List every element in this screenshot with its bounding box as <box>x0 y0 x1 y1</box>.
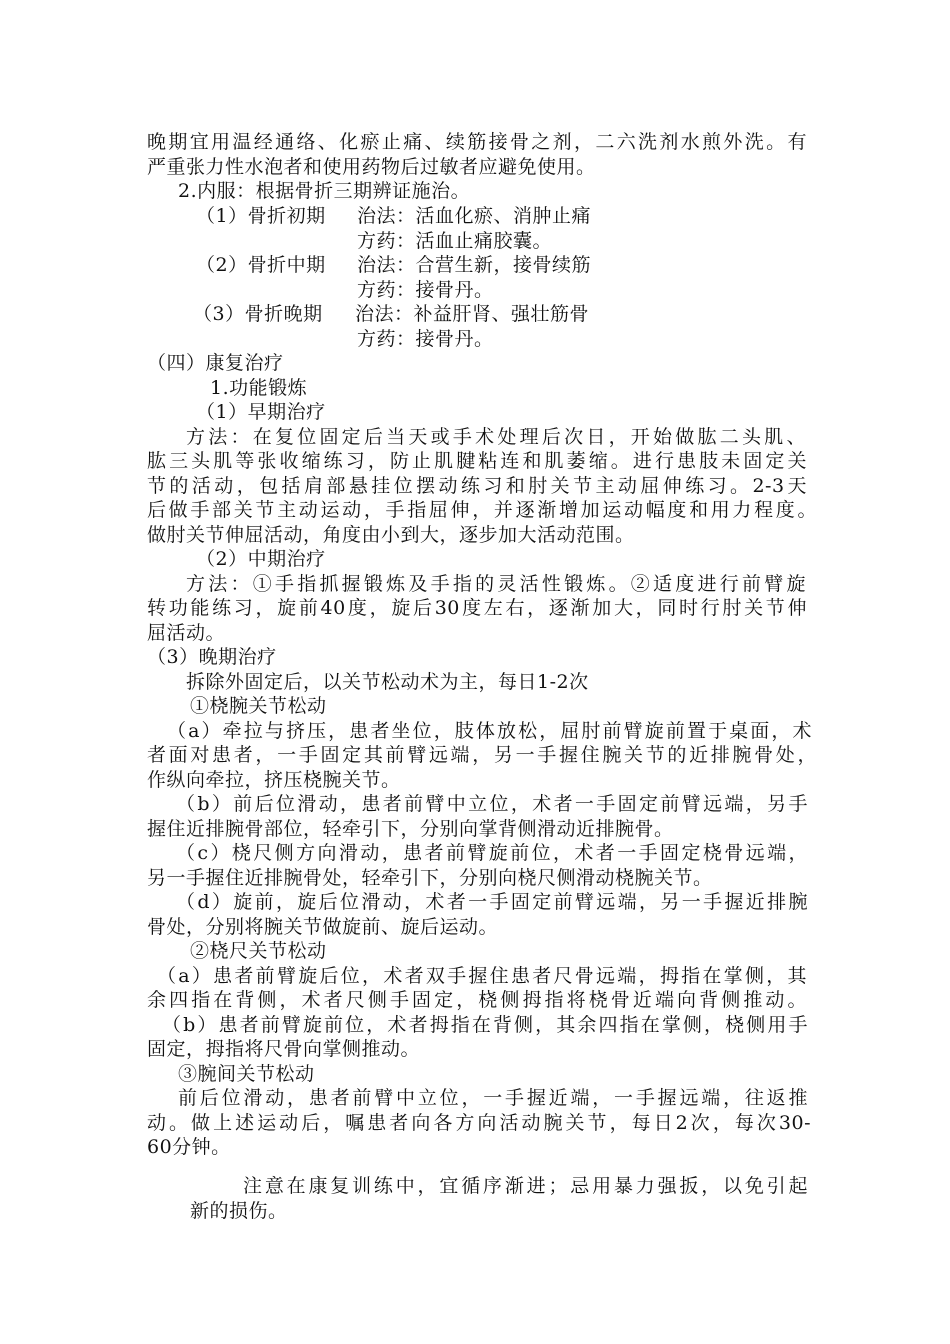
paragraph-line: （b）患者前臂旋前位，术者拇指在背侧，其余四指在掌侧，桡侧用手 <box>162 1014 808 1036</box>
paragraph-line: 屈活动。 <box>147 622 226 644</box>
paragraph-line: 另一手握住近排腕骨处，轻牵引下，分别向桡尺侧滑动桡腕关节。 <box>147 867 713 889</box>
stage-label: （2）骨折中期 <box>196 254 326 276</box>
paragraph-line: 者面对患者，一手固定其前臂远端，另一手握住腕关节的近排腕骨处， <box>147 744 817 766</box>
paragraph-line: 作纵向牵拉，挤压桡腕关节。 <box>147 769 401 791</box>
item-heading: 2.内服：根据骨折三期辨证施治。 <box>178 180 471 202</box>
paragraph-line: 肱三头肌等张收缩练习，防止肌腱粘连和肌萎缩。进行患肢未固定关 <box>147 450 807 472</box>
paragraph-line: 严重张力性水泡者和使用药物后过敏者应避免使用。 <box>147 156 596 178</box>
paragraph-line: 动。做上述运动后，嘱患者向各方向活动腕关节，每日2次，每次30- <box>147 1112 811 1134</box>
treatment-method: 治法：活血化瘀、消肿止痛 <box>357 205 592 227</box>
prescription: 方药：活血止痛胶囊。 <box>357 230 553 252</box>
paragraph-line: 60分钟。 <box>147 1136 231 1158</box>
technique-heading: ②桡尺关节松动 <box>190 940 327 962</box>
paragraph-line: （c）桡尺侧方向滑动，患者前臂旋前位，术者一手固定桡骨远端， <box>176 842 808 864</box>
paragraph-line: 固定，拇指将尺骨向掌侧推动。 <box>147 1038 421 1060</box>
subsection-heading: 1.功能锻炼 <box>210 377 308 399</box>
section-heading: （四）康复治疗 <box>147 352 284 374</box>
prescription: 方药：接骨丹。 <box>357 328 494 350</box>
treatment-method: 治法：补益肝肾、强壮筋骨 <box>355 303 590 325</box>
paragraph-line: 余四指在背侧，术者尺侧手固定，桡侧拇指将桡骨近端向背侧推动。 <box>147 989 807 1011</box>
paragraph-line: （a）牵拉与挤压，患者坐位，肢体放松，屈肘前臂旋前置于桌面，术 <box>167 720 812 742</box>
note-line: 注意在康复训练中，宜循序渐进；忌用暴力强扳，以免引起 <box>243 1175 808 1197</box>
paragraph-line: （d）旋前，旋后位滑动，术者一手固定前臂远端，另一手握近排腕 <box>176 891 808 913</box>
stage-label: （3）骨折晚期 <box>193 303 323 325</box>
paragraph-line: 节的活动，包括肩部悬挂位摆动练习和肘关节主动屈伸练习。2-3天 <box>147 475 807 497</box>
paragraph-line: 做肘关节伸屈活动，角度由小到大，逐步加大活动范围。 <box>147 524 635 546</box>
paragraph-line: （b）前后位滑动，患者前臂中立位，术者一手固定前臂远端，另手 <box>176 793 808 815</box>
technique-heading: ③腕间关节松动 <box>178 1063 315 1085</box>
paragraph-line: 方法：①手指抓握锻炼及手指的灵活性锻炼。②适度进行前臂旋 <box>186 573 806 595</box>
subsection-heading: （1）早期治疗 <box>196 401 326 423</box>
paragraph-line: （a）患者前臂旋后位，术者双手握住患者尺骨远端，拇指在掌侧，其 <box>157 965 807 987</box>
subsection-heading: （3）晚期治疗 <box>147 646 277 668</box>
treatment-method: 治法：合营生新，接骨续筋 <box>357 254 592 276</box>
stage-label: （1）骨折初期 <box>196 205 326 227</box>
technique-heading: ①桡腕关节松动 <box>190 695 327 717</box>
prescription: 方药：接骨丹。 <box>357 279 494 301</box>
paragraph-line: 后做手部关节主动运动，手指屈伸，并逐渐增加运动幅度和用力程度。 <box>147 499 817 521</box>
paragraph-line: 骨处，分别将腕关节做旋前、旋后运动。 <box>147 916 499 938</box>
paragraph-line: 前后位滑动，患者前臂中立位，一手握近端，一手握远端，往返推 <box>178 1087 808 1109</box>
paragraph-line: 握住近排腕骨部位，轻牵引下，分别向掌背侧滑动近排腕骨。 <box>147 818 674 840</box>
note-line: 新的损伤。 <box>190 1200 288 1222</box>
paragraph-line: 拆除外固定后，以关节松动术为主，每日1-2次 <box>186 671 589 693</box>
paragraph-line: 转功能练习，旋前40度，旋后30度左右，逐渐加大，同时行肘关节伸 <box>147 597 807 619</box>
paragraph-line: 晚期宜用温经通络、化瘀止痛、续筋接骨之剂，二六洗剂水煎外洗。有 <box>147 131 807 153</box>
paragraph-line: 方法：在复位固定后当天或手术处理后次日，开始做肱二头肌、 <box>186 426 806 448</box>
subsection-heading: （2）中期治疗 <box>196 548 326 570</box>
